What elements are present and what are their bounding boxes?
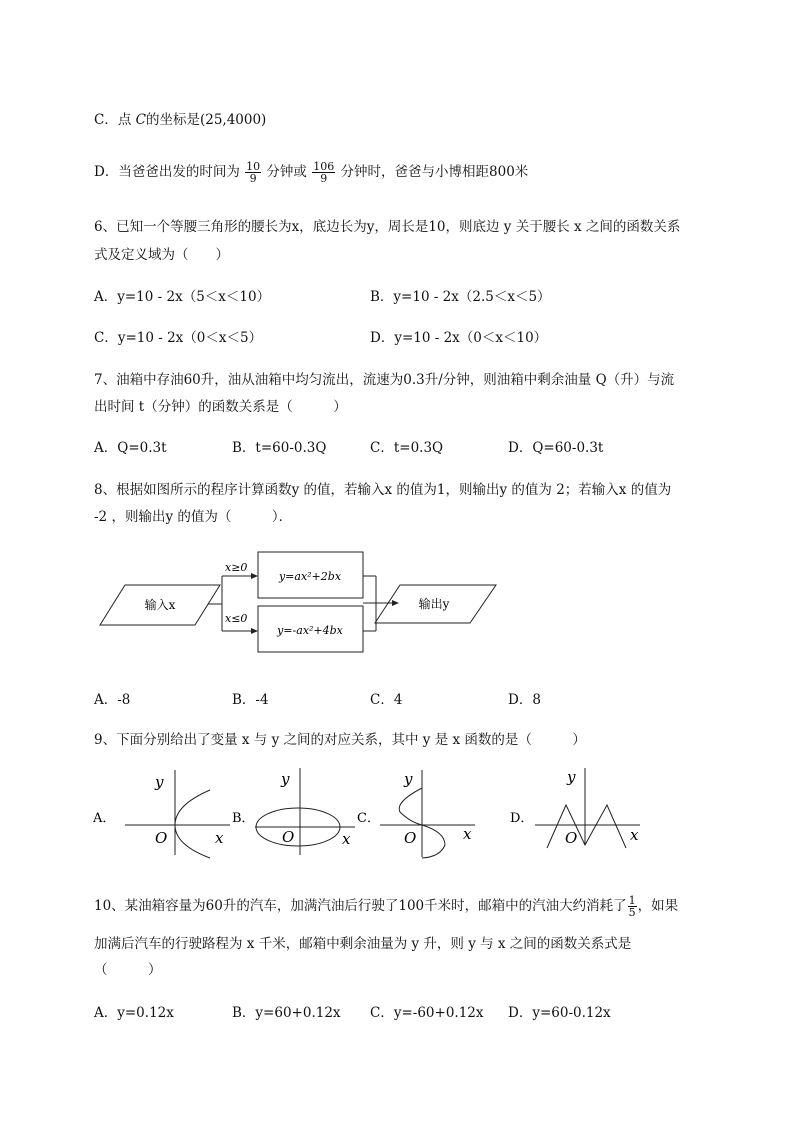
q10-option-c: C．y=-60+0.12x [370, 1005, 484, 1021]
graph-d-zigzag [547, 805, 626, 848]
q10-text-after-fraction: ，如果 [637, 898, 679, 914]
q9-stem: 9、下面分别给出了变量 x 与 y 之间的对应关系，其中 y 是 x 函数的是（ ） [94, 732, 586, 748]
graph-a-y-label: y [155, 773, 164, 791]
q5-option-d-prefix: D．当爸爸出发的时间为 [94, 164, 240, 180]
bottom-arrowhead [251, 628, 258, 634]
fraction-106-9: $\frac{106}{9}$ [313, 160, 335, 185]
program-flowchart [0, 540, 794, 660]
q5-option-d-suffix: 分钟时，爸爸与小博相距800米 [340, 164, 529, 180]
q6-stem-line1: 6、已知一个等腰三角形的腰长为x，底边长为y，周长是10，则底边 y 关于腰长 x 之间的函数关系 [94, 219, 681, 235]
q7-stem-line2: 出时间 t（分钟）的函数关系是（ ） [94, 399, 347, 415]
q8-option-d: D．8 [508, 692, 541, 708]
input-label: 输入x [144, 598, 176, 612]
graph-d-label: D． [510, 811, 534, 826]
graph-d-x-label: x [630, 826, 639, 844]
q8-option-b: B．-4 [232, 692, 269, 708]
formula-bottom: y=-ax²+4bx [277, 624, 343, 637]
q8-stem-line1: 8、根据如图所示的程序计算函数y 的值，若输入x 的值为1，则输出y 的值为 2；若输入x 的值为 [94, 482, 672, 498]
graph-c-origin: O [404, 829, 417, 847]
condition-top: x≥0 [225, 561, 248, 574]
q10-text-before-fraction: 10、某油箱容量为60升的汽车，加满汽油后行驶了100千米时，邮箱中的汽油大约消耗了 [94, 898, 627, 914]
q10-stem-line3: （ ） [94, 962, 162, 978]
graph-a-origin: O [155, 829, 168, 847]
q6-stem-line2: 式及定义域为（ ） [94, 247, 229, 263]
q10-stem-line1 [94, 894, 678, 918]
q5-option-d [94, 160, 528, 184]
output-label: 输出y [418, 597, 450, 611]
graph-c-x-label: x [463, 825, 472, 843]
q7-option-c: C．t=0.3Q [370, 440, 444, 456]
graph-b-y-label: y [281, 770, 290, 788]
graph-a-curve [175, 790, 210, 858]
formula-top: y=ax²+2bx [278, 570, 342, 583]
graph-c-y-label: y [404, 770, 413, 788]
q9-graphs [0, 760, 794, 860]
fraction-1-5: $\frac{1}{5}$ [628, 894, 636, 919]
q5-option-c-prefix: C．点 [94, 112, 136, 128]
graph-b-origin: O [282, 828, 295, 846]
q5-option-d-mid: 分钟或 [266, 164, 307, 180]
q6-option-b: B．y=10 - 2x（2.5＜x＜5） [370, 289, 551, 305]
q10-option-a: A．y=0.12x [94, 1005, 174, 1021]
graph-a-x-label: x [215, 829, 224, 847]
graph-a-label: A． [93, 811, 116, 826]
graph-b-label: B． [232, 811, 255, 826]
q8-option-c: C．4 [370, 692, 403, 708]
graph-d-origin: O [565, 829, 578, 847]
q5-option-c [94, 108, 266, 128]
q10-option-d: D．y=60-0.12x [508, 1005, 611, 1021]
graph-b-x-label: x [342, 830, 351, 848]
output-arrowhead [392, 600, 399, 606]
q7-option-a: A．Q=0.3t [94, 440, 167, 456]
q6-option-d: D．y=10 - 2x（0＜x＜10） [370, 330, 548, 346]
q7-option-d: D．Q=60-0.3t [508, 440, 604, 456]
point-label: C [135, 112, 146, 128]
q6-option-a: A．y=10 - 2x（5＜x＜10） [94, 289, 271, 305]
condition-bottom: x≤0 [225, 612, 248, 625]
q8-stem-line2: -2 ，则输出y 的值为（ ）． [94, 509, 293, 525]
q7-option-b: B．t=60-0.3Q [232, 440, 327, 456]
q6-option-c: C．y=10 - 2x（0＜x＜5） [94, 330, 263, 346]
fraction-10-9: $\frac{10}{9}$ [246, 160, 261, 185]
graph-d-y-label: y [567, 768, 576, 786]
q10-stem-line2: 加满后汽车的行驶路程为 x 千米，邮箱中剩余油量为 y 升，则 y 与 x 之间的函数关系式是 [94, 936, 632, 952]
graph-c-label: C． [357, 811, 380, 826]
q7-stem-line1: 7、油箱中存油60升，油从油箱中均匀流出，流速为0.3升/分钟，则油箱中剩余油量 Q（升）与流 [94, 372, 675, 388]
q5-option-c-text: 的坐标是(25,4000) [145, 112, 267, 128]
q8-option-a: A．-8 [94, 692, 131, 708]
q10-option-b: B．y=60+0.12x [232, 1005, 341, 1021]
top-arrowhead [251, 573, 258, 579]
